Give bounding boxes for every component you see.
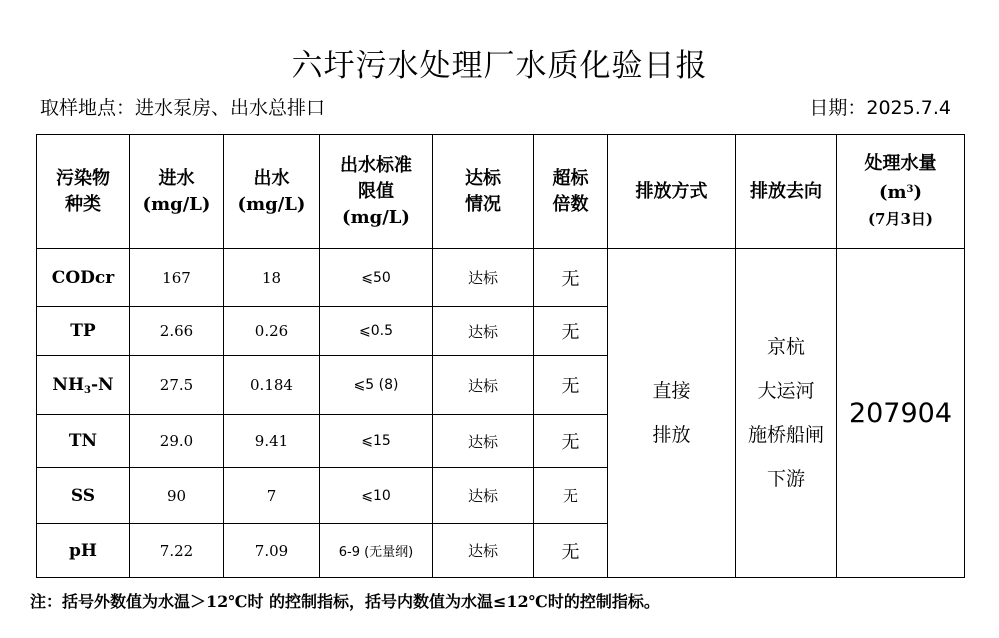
- compliance-status: 达标: [433, 307, 534, 356]
- header-effluent: 出水 (mg/L): [224, 135, 320, 249]
- compliance-status: 达标: [433, 468, 534, 524]
- influent-value: 2.66: [130, 307, 224, 356]
- header-pollutant: 污染物 种类: [37, 135, 130, 249]
- exceed-multiple: 无: [534, 415, 608, 468]
- report-date: 日期：2025.7.4: [809, 97, 951, 119]
- water-quality-table: [36, 134, 965, 578]
- compliance-status: 达标: [433, 356, 534, 415]
- effluent-value: 7: [224, 468, 320, 524]
- influent-value: 27.5: [130, 356, 224, 415]
- compliance-status: 达标: [433, 524, 534, 578]
- pollutant-name: CODcr: [37, 249, 130, 307]
- standard-limit: ⩽10: [320, 468, 433, 524]
- compliance-status: 达标: [433, 249, 534, 307]
- header-compliance: 达标 情况: [433, 135, 534, 249]
- header-discharge-dest: 排放去向: [736, 135, 837, 249]
- pollutant-name: SS: [37, 468, 130, 524]
- header-exceed: 超标 倍数: [534, 135, 608, 249]
- discharge-method: 直接 排放: [608, 249, 736, 578]
- exceed-multiple: 无: [534, 249, 608, 307]
- pollutant-name: TN: [37, 415, 130, 468]
- influent-value: 29.0: [130, 415, 224, 468]
- treated-volume: 207904: [837, 249, 965, 578]
- standard-limit: ⩽50: [320, 249, 433, 307]
- compliance-status: 达标: [433, 415, 534, 468]
- discharge-destination: 京杭 大运河 施桥船闸 下游: [736, 249, 837, 578]
- pollutant-name: TP: [37, 307, 130, 356]
- standard-limit: ⩽15: [320, 415, 433, 468]
- pollutant-name: $NH_3-N$: [37, 356, 130, 415]
- exceed-multiple: 无: [534, 307, 608, 356]
- effluent-value: 0.184: [224, 356, 320, 415]
- influent-value: 167: [130, 249, 224, 307]
- standard-limit: 6-9 (无量纲): [320, 524, 433, 578]
- influent-value: 7.22: [130, 524, 224, 578]
- pollutant-name: pH: [37, 524, 130, 578]
- effluent-value: 7.09: [224, 524, 320, 578]
- header-standard: 出水标准 限值 (mg/L): [320, 135, 433, 249]
- effluent-value: 18: [224, 249, 320, 307]
- standard-limit: ⩽5 (8): [320, 356, 433, 415]
- header-influent: 进水 (mg/L): [130, 135, 224, 249]
- effluent-value: 9.41: [224, 415, 320, 468]
- sampling-location: 取样地点：进水泵房、出水总排口: [40, 97, 326, 119]
- footnote: 注：括号外数值为水温＞12℃时 的控制指标，括号内数值为水温≤12℃时的控制指标。: [30, 592, 660, 611]
- header-discharge-method: 排放方式: [608, 135, 736, 249]
- standard-limit: ⩽0.5: [320, 307, 433, 356]
- exceed-multiple: 无: [534, 356, 608, 415]
- exceed-multiple: 无: [534, 524, 608, 578]
- table-header-row: [37, 135, 965, 249]
- exceed-multiple: 无: [534, 468, 608, 524]
- report-title: 六圩污水处理厂水质化验日报: [291, 48, 708, 84]
- influent-value: 90: [130, 468, 224, 524]
- header-volume: 处理水量 $(m^3)$ (7月3日): [837, 135, 965, 249]
- effluent-value: 0.26: [224, 307, 320, 356]
- table-row: [37, 249, 965, 307]
